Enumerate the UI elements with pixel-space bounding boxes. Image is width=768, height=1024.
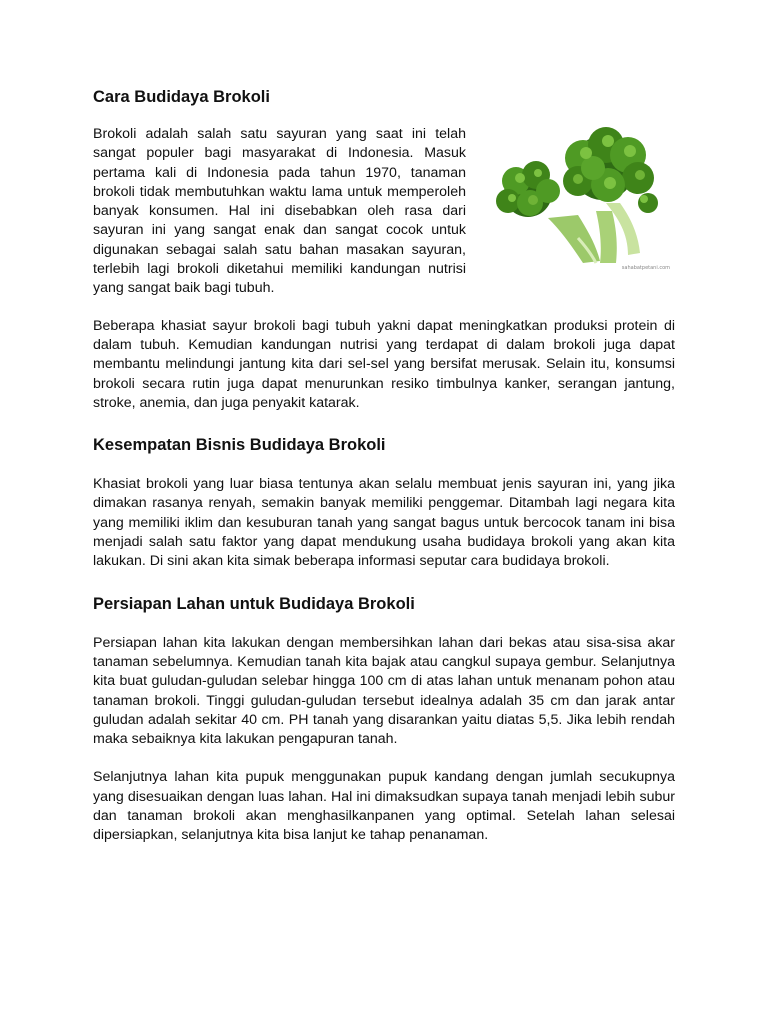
document-body: [93, 86, 675, 846]
broccoli-illustration: [478, 123, 678, 273]
image-watermark: sahabatpetani.com: [621, 265, 670, 271]
paragraph: Beberapa khasiat sayur brokoli bagi tubuh yakni dapat meningkatkan produksi protein di dalam tubuh. Kemudian kandungan nutrisi yang terdapat di dalam brokoli juga dapat membantu melindungi jantung kita dari sel-sel yang bersifat merusak. Selain itu, konsumsi brokoli secara rutin juga dapat menurunkan resiko timbulnya kanker, serangan jantung, stroke, anemia, dan juga penyakit katarak.: [93, 317, 675, 411]
section-title-cara-budidaya: Cara Budidaya Brokoli: [93, 88, 270, 106]
paragraph: Persiapan lahan kita lakukan dengan membersihkan lahan dari bekas atau sisa-sisa akar tanaman sebelumnya. Kemudian tanah kita bajak atau cangkul supaya gembur. Selanjutnya kita buat guludan-guludan selebar hingga 100 cm di atas lahan untuk menanam pohon atau tanaman brokoli. Tinggi guludan-guludan tersebut idealnya adalah 35 cm dan jarak antar guludan adalah sekitar 40 cm. PH tanah yang disarankan yaitu diatas 5,5. Jika lebih rendah maka sebaiknya kita lakukan pengapuran tanah.: [93, 634, 675, 748]
broccoli-image: [478, 123, 678, 273]
paragraph: Selanjutnya lahan kita pupuk menggunakan pupuk kandang dengan jumlah secukupnya yang disesuaikan dengan luas lahan. Hal ini dimaksudkan supaya tanah menjadi lebih subur dan tanaman brokoli akan menghasilkanpanen yang optimal. Setelah lahan selesai dipersiapkan, selanjutnya kita bisa lanjut ke tahap penanaman.: [93, 769, 675, 844]
section-title-kesempatan-bisnis: Kesempatan Bisnis Budidaya Brokoli: [93, 436, 386, 455]
paragraph: Brokoli adalah salah satu sayuran yang saat ini telah sangat populer bagi masyarakat di Indonesia. Masuk pertama kali di Indonesia pada tahun 1970, tanaman brokoli tidak membutuhkan waktu lama untuk memperoleh banyak konsumen. Hal ini disebabkan oleh rasa dari sayuran ini yang sangat enak dan sangat cocok untuk digunakan sebagai salah satu bahan masakan sayuran, terlebih lagi brokoli diketahui memiliki kandungan nutrisi yang sangat baik bagi tubuh.: [93, 126, 466, 297]
paragraph: Khasiat brokoli yang luar biasa tentunya akan selalu membuat jenis sayuran ini, yang jika dimakan rasanya renyah, semakin banyak memiliki penggemar. Ditambah lagi negara kita yang memiliki iklim dan kesuburan tanah yang sangat bagus untuk bercocok tanam ini bisa menjadi salah satu faktor yang dapat mendukung usaha budidaya brokoli yang akan kita lakukan. Di sini akan kita simak beberapa informasi seputar cara budidaya brokoli.: [93, 476, 675, 570]
section-title-persiapan-lahan: Persiapan Lahan untuk Budidaya Brokoli: [93, 594, 415, 613]
